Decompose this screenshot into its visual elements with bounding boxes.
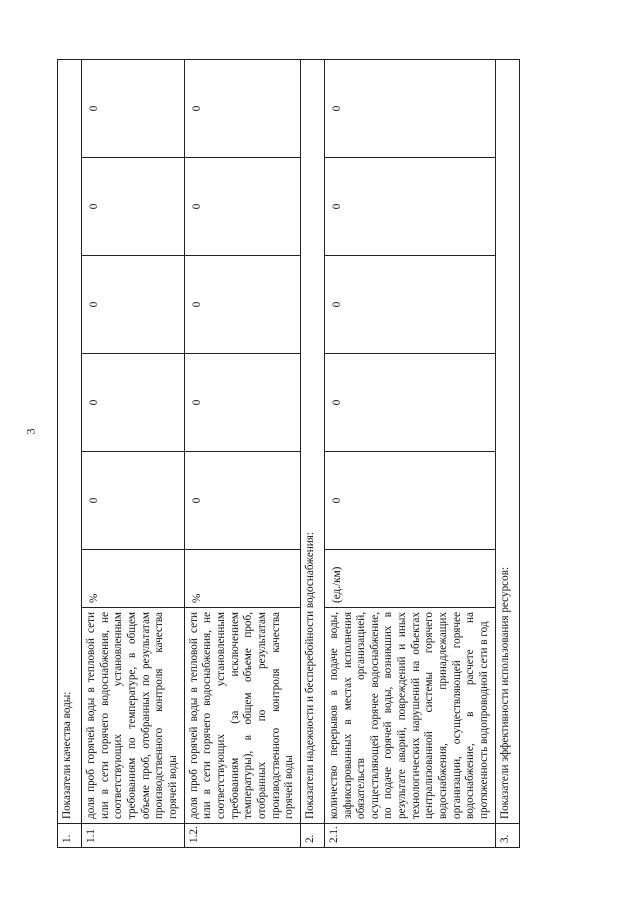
section-row: [58, 59, 82, 847]
row-number: 1.2.: [184, 824, 300, 848]
value-cell: 0: [82, 452, 185, 550]
section-title: Показатели качества воды:: [58, 59, 82, 823]
value-cell: 0: [82, 354, 185, 452]
value-cell: 0: [184, 354, 300, 452]
value-cell: 0: [82, 256, 185, 354]
section-row: [495, 59, 519, 847]
indicators-table-wrapper: [57, 60, 536, 848]
value-cell: 0: [324, 158, 495, 256]
value-cell: 0: [324, 452, 495, 550]
table-row: [184, 59, 300, 847]
indicators-table: [57, 59, 520, 848]
row-description: количество перерывов в подаче воды, зафиксированных в местах исполнения обязательств организацией, осуществляющей горячее водоснабжение, по подаче горячей воды, возникших в результате аварий, повреждений и иных технологических нарушений на объектах централизованной системы горячего водоснабжения, принадлежащих организации, осуществляющей горячее водоснабжение, в расчете на протяженность водопроводной сети в год: [324, 608, 495, 824]
section-number: 3.: [495, 824, 519, 848]
row-number: 1.1: [82, 824, 185, 848]
value-cell: 0: [184, 452, 300, 550]
table-row: [324, 59, 495, 847]
value-cell: 0: [324, 354, 495, 452]
value-cell: 0: [184, 256, 300, 354]
section-row: [300, 59, 324, 847]
page-number: 3: [23, 428, 38, 435]
table-row: [82, 59, 185, 847]
value-cell: 0: [184, 158, 300, 256]
section-title: Показатели надежности и бесперебойности водоснабжения:: [300, 59, 324, 823]
row-unit: %: [184, 550, 300, 608]
row-unit: %: [82, 550, 185, 608]
row-description: доля проб горячей воды в тепловой сети или в сети горячего водоснабжения, не соответствующих установленным требованиям (за исключением температуры), в общем объеме проб, отобранных по результатам производственного контроля качества горячей воды: [184, 608, 300, 824]
section-number: 1.: [58, 824, 82, 848]
value-cell: 0: [82, 59, 185, 157]
row-description: доля проб горячей воды в тепловой сети или в сети горячего водоснабжения, не соответствующих установленным требованиям по температуре, в общем объеме проб, отобранных по результатам производственного контроля качества горячей воды: [82, 608, 185, 824]
section-number: 2.: [300, 824, 324, 848]
value-cell: 0: [324, 59, 495, 157]
row-number: 2.1.: [324, 824, 495, 848]
row-unit: (ед./км): [324, 550, 495, 608]
value-cell: 0: [82, 158, 185, 256]
value-cell: 0: [184, 59, 300, 157]
value-cell: 0: [324, 256, 495, 354]
section-title: Показатели эффективности использования ресурсов:: [495, 59, 519, 823]
